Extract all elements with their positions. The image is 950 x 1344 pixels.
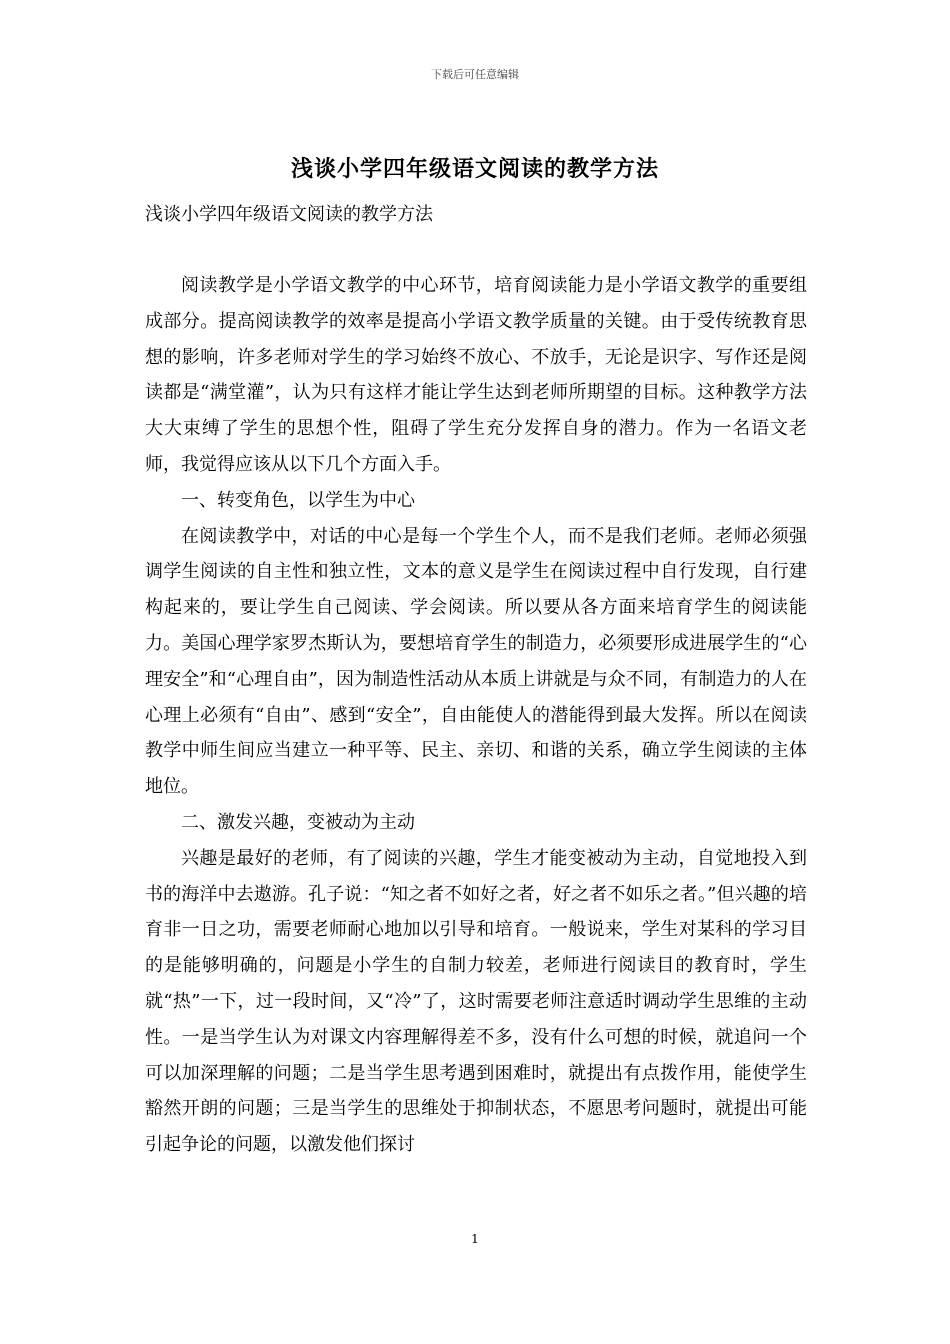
document-subtitle: 浅谈小学四年级语文阅读的教学方法 (145, 204, 433, 225)
document-title: 浅谈小学四年级语文阅读的教学方法 (290, 156, 659, 182)
section-heading: 二、激发兴趣，变被动为主动 (181, 811, 415, 833)
paragraph: 阅读教学是小学语文教学的中心环节，培育阅读能力是小学语文教学的重要组成部分。提高阅读教学的效率是提高小学语文教学质量的关键。由于受传统教育思想的影响，许多老师对学生的学习始终不放心、不放手，无论是识字、写作还是阅读都是“满堂灌”，认为只有这样才能让学生达到老师所期望的目标。这种教学方法大大束缚了学生的思想个性，阻碍了学生充分发挥自身的潜力。作为一名语文老师，我觉得应该从以下几个方面入手。 (145, 275, 807, 475)
page-header: 下载后可任意编辑 (431, 68, 519, 81)
document-body (145, 268, 807, 1163)
paragraph: 在阅读教学中，对话的中心是每一个学生个人，而不是我们老师。老师必须强调学生阅读的自主性和独立性，文本的意义是学生在阅读过程中自行发现，自行建构起来的，要让学生自己阅读、学会阅读。所以要从各方面来培育学生的阅读能力。美国心理学家罗杰斯认为，要想培育学生的制造力，必须要形成进展学生的“心理安全”和“心理自由”，因为制造性活动从本质上讲就是与众不同，有制造力的人在心理上必须有“自由”、感到“安全”，自由能使人的潜能得到最大发挥。所以在阅读教学中师生间应当建立一种平等、民主、亲切、和谐的关系，确立学生阅读的主体地位。 (145, 525, 807, 798)
page-number: 1 (471, 1232, 479, 1246)
section-heading: 一、转变角色，以学生为中心 (181, 489, 415, 511)
paragraph: 兴趣是最好的老师，有了阅读的兴趣，学生才能变被动为主动，自觉地投入到书的海洋中去遨游。孔子说：“知之者不如好之者，好之者不如乐之者。”但兴趣的培育非一日之功，需要老师耐心地加以引导和培育。一般说来，学生对某科的学习目的是能够明确的，问题是小学生的自制力较差，老师进行阅读目的教育时，学生就“热”一下，过一段时间，又“冷”了，这时需要老师注意适时调动学生思维的主动性。一是当学生认为对课文内容理解得差不多，没有什么可想的时候，就追问一个可以加深理解的问题；二是当学生思考遇到困难时，就提出有点拨作用，能使学生豁然开朗的问题；三是当学生的思维处于抑制状态，不愿思考问题时，就提出可能引起争论的问题，以激发他们探讨 (145, 847, 807, 1156)
